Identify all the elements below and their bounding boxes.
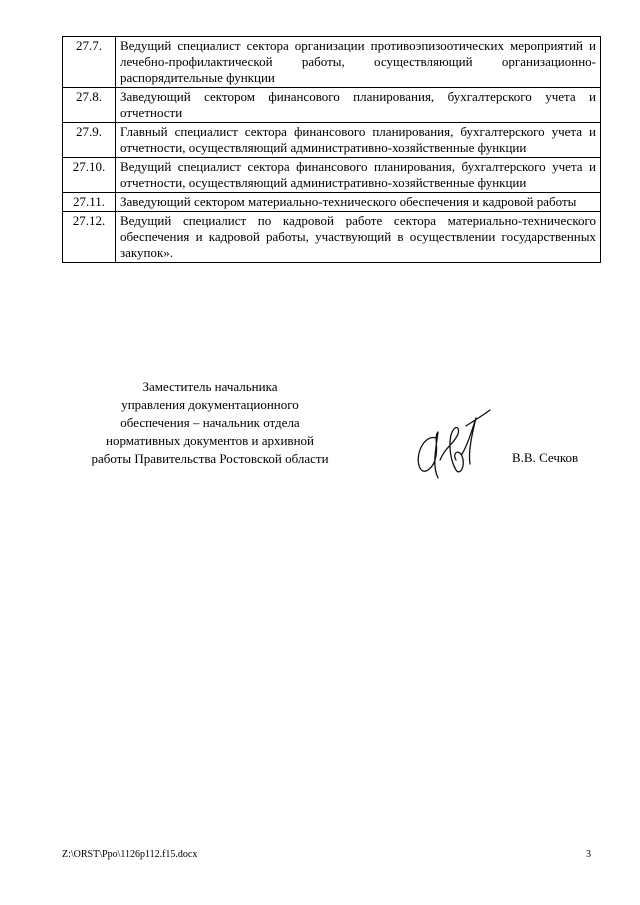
row-number: 27.7. (63, 37, 116, 88)
position-description: Главный специалист сектора финансового планирования, бухгалтерского учета и отчетности, осуществляющий административно-хозяйственные функции (116, 123, 601, 158)
table-row (63, 37, 601, 88)
signatory-title-line: управления документационного (121, 397, 299, 412)
position-description: Заведующий сектором финансового планирования, бухгалтерского учета и отчетности (116, 88, 601, 123)
row-number: 27.9. (63, 123, 116, 158)
position-description: Ведущий специалист сектора организации противоэпизоотических мероприятий и лечебно-профилактической работы, осуществляющий организационно-распорядительные функции (116, 37, 601, 88)
handwritten-signature (412, 404, 494, 484)
table-row (63, 193, 601, 212)
row-number: 27.8. (63, 88, 116, 123)
signatory-title-line: Заместитель начальника (142, 379, 278, 394)
signer-name: В.В. Сечков (512, 450, 579, 465)
position-description: Ведущий специалист по кадровой работе сектора материально-технического обеспечения и кадровой работы, участвующий в осуществлении государственных закупок». (116, 212, 601, 263)
position-description: Ведущий специалист сектора финансового планирования, бухгалтерского учета и отчетности, осуществляющий административно-хозяйственные функции (116, 158, 601, 193)
footer-file-path: Z:\ORST\Ppo\1126p112.f15.docx (62, 849, 198, 860)
page-number: 3 (586, 849, 591, 860)
row-number: 27.10. (63, 158, 116, 193)
table-row (63, 212, 601, 263)
row-number: 27.12. (63, 212, 116, 263)
signatory-title (62, 378, 358, 468)
row-number: 27.11. (63, 193, 116, 212)
signatory-title-line: работы Правительства Ростовской области (91, 451, 329, 466)
table-row (63, 158, 601, 193)
position-description: Заведующий сектором материально-технического обеспечения и кадровой работы (116, 193, 601, 212)
table-row (63, 88, 601, 123)
table-row (63, 123, 601, 158)
signatory-title-line: обеспечения – начальник отдела (120, 415, 300, 430)
positions-table (62, 36, 601, 263)
signatory-title-line: нормативных документов и архивной (106, 433, 314, 448)
